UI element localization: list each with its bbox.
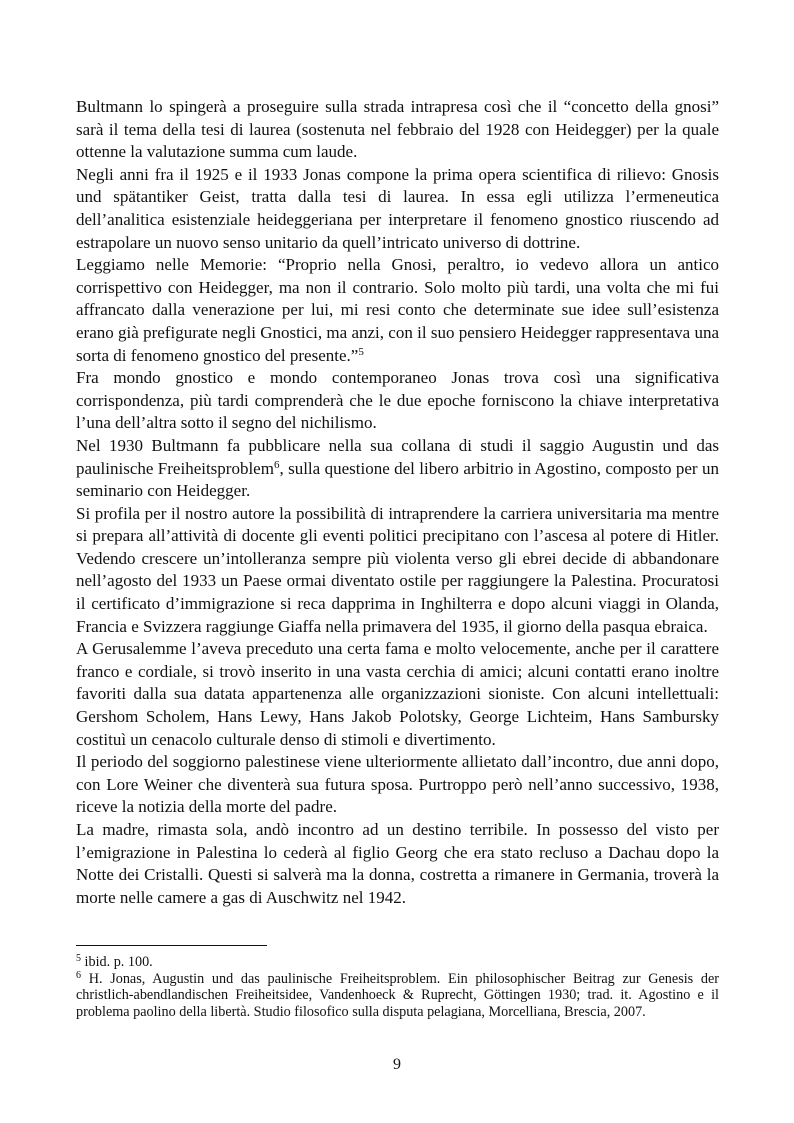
footnote-number: 5 <box>76 953 81 964</box>
paragraph: La madre, rimasta sola, andò incontro ad un destino terribile. In possesso del visto per l’emigrazione in Palestina lo cederà al figlio Georg che era stato recluso a Dachau dopo la Notte dei Cristalli. Questi si salverà ma la donna, costretta a rimanere in Germania, troverà la morte nelle camere a gas di Auschwitz nel 1942. <box>76 820 719 907</box>
footnote-text: H. Jonas, Augustin und das paulinische Freiheitsproblem. Ein philosophischer Beitrag zur Genesis der christlich-abendlandischen Freiheitsidee, Vandenhoeck & Ruprecht, Göttingen 1930; trad. it. Agostino e il problema paolino della libertà. Studio filosofico sulla disputa pelagiana, Morcelliana, Brescia, 2007. <box>76 970 719 1020</box>
paragraph-text: , sulla questione del libero arbitrio in Agostino, composto per un seminario con Heidegger. <box>76 458 719 501</box>
paragraph: Negli anni fra il 1925 e il 1933 Jonas compone la prima opera scientifica di rilievo: Gnosis und spätantiker Geist, tratta dalla tesi di laurea. In essa egli utilizza l’ermeneutica dell’analitica esistenziale heideggeriana per interpretare il fenomeno gnostico riuscendo ad estrapolare un nuovo senso unitario da quell’intricato universo di dottrine. <box>76 164 719 252</box>
footnote-number: 6 <box>76 969 81 981</box>
footnote-text: ibid. p. 100. <box>81 954 153 970</box>
footnote <box>76 971 719 1021</box>
footnote <box>76 954 719 971</box>
paragraph: A Gerusalemme l’aveva preceduto una certa fama e molto velocemente, anche per il carattere franco e cordiale, si trovò inserito in una vasta cerchia di amici; alcuni contatti erano inoltre favoriti dalla sua datata appartenenza alle organizzazioni sioniste. Con alcuni intellettuali: Gershom Scholem, Hans Lewy, Hans Jakob Polotsky, George Lichteim, Hans Sambursky costituì un cenacolo culturale denso di stimoli e divertimento. <box>76 639 719 749</box>
footnote-reference[interactable]: 5 <box>358 345 364 358</box>
page-number: 9 <box>393 1056 401 1073</box>
paragraph-text: Nel 1930 Bultmann fa pubblicare nella sua collana di studi il saggio Augustin und das paulinische Freiheitsproblem <box>76 435 719 478</box>
footnote-separator <box>76 945 267 946</box>
paragraph: Si profila per il nostro autore la possibilità di intraprendere la carriera universitaria ma mentre si prepara all’attività di docente gli eventi politici precipitano con l’ascesa al potere di Hitler. Vedendo crescere un’intolleranza sempre più violenta verso gli ebrei decide di abbandonare nell’agosto del 1933 un Paese ormai diventato ostile per raggiungere la Palestina. Procuratosi il certificato d’immigrazione si reca dapprima in Inghilterra e dopo alcuni viaggi in Olanda, Francia e Svizzera raggiunge Giaffa nella primavera del 1935, il giorno della pasqua ebraica. <box>76 503 719 636</box>
body-text <box>76 96 719 909</box>
paragraph: Fra mondo gnostico e mondo contemporaneo Jonas trova così una significativa corrispondenza, più tardi comprenderà che le due epoche forniscono la chiave interpretativa l’una dell’altra sotto il segno del nichilismo. <box>76 368 719 433</box>
paragraph <box>76 435 719 503</box>
paragraph: Bultmann lo spingerà a proseguire sulla strada intrapresa così che il “concetto della gnosi” sarà il tema della tesi di laurea (sostenuta nel febbraio del 1928 con Heidegger) per la quale ottenne la valutazione summa cum laude. <box>76 97 719 162</box>
footnotes <box>76 954 719 1020</box>
footnote-reference[interactable]: 6 <box>273 458 280 471</box>
paragraph: Il periodo del soggiorno palestinese viene ulteriormente allietato dall’incontro, due anni dopo, con Lore Weiner che diventerà sua futura sposa. Purtroppo però nell’anno successivo, 1938, riceve la notizia della morte del padre. <box>76 752 719 817</box>
paragraph-text: Leggiamo nelle Memorie: “Proprio nella Gnosi, peraltro, io vedevo allora un antico corrispettivo con Heidegger, ma non il contrario. Solo molto più tardi, una volta che mi fui affrancato dalla venerazione per lui, mi resi conto che determinate sue idee sull’esistenza erano già prefigurate negli Gnostici, ma anzi, con il suo pensiero Heidegger rappresentava una sorta di fenomeno gnostico del presente.” <box>76 255 719 365</box>
paragraph <box>76 254 719 367</box>
